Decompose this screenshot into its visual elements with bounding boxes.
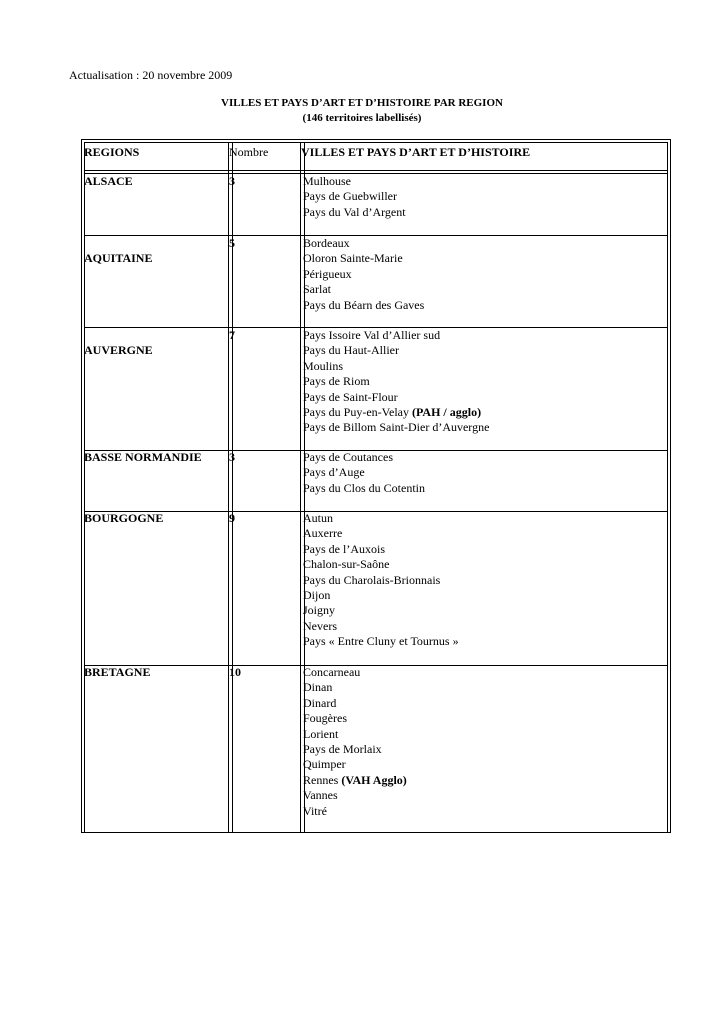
town-item: Pays du Clos du Cotentin	[303, 480, 426, 495]
town-item: Pays du Charolais-Brionnais	[303, 572, 441, 587]
town-item: Pays du Puy-en-Velay (PAH / agglo)	[303, 405, 482, 420]
town-item: Lorient	[303, 726, 339, 741]
town-item: Vitré	[303, 803, 327, 818]
region-list	[303, 450, 425, 496]
town-item: Pays de Morlaix	[303, 742, 382, 757]
region-name: BOURGOGNE	[84, 511, 164, 525]
town-item: Pays de Guebwiller	[303, 189, 397, 204]
town-item: Chalon-sur-Saône	[303, 557, 390, 572]
town-item: Dijon	[303, 588, 331, 603]
region-name: BRETAGNE	[84, 665, 151, 679]
region-name: ALSACE	[84, 174, 133, 188]
town-item: Nevers	[303, 618, 337, 633]
town-item: Pays d’Auge	[303, 465, 365, 480]
town-item: Pays Issoire Val d’Allier sud	[303, 328, 441, 342]
town-item: Joigny	[303, 603, 336, 618]
column-header-villes: VILLES ET PAYS D’ART ET D’HISTOIRE	[301, 145, 531, 159]
town-item: Oloron Sainte-Marie	[303, 251, 403, 266]
town-item: Autun	[303, 511, 333, 525]
town-item: Quimper	[303, 757, 346, 772]
town-item: Pays du Haut-Allier	[303, 343, 399, 358]
region-count: 3	[229, 174, 235, 188]
town-item: Pays de Riom	[303, 374, 370, 389]
region-name: BASSE NORMANDIE	[84, 450, 202, 464]
town-note: (PAH / agglo)	[411, 405, 482, 420]
column-header-regions: REGIONS	[84, 145, 140, 159]
town-item: Concarneau	[303, 665, 361, 679]
update-date: Actualisation : 20 novembre 2009	[69, 68, 233, 82]
document-subtitle: (146 territoires labellisés)	[302, 112, 422, 124]
town-item: Pays du Val d’Argent	[303, 204, 406, 219]
regions-table	[81, 139, 671, 833]
town-item: Pays de Saint-Flour	[303, 389, 398, 404]
region-count: 9	[229, 511, 235, 525]
document-title: VILLES ET PAYS D’ART ET D’HISTOIRE PAR REGION	[221, 97, 503, 109]
region-list	[303, 328, 489, 436]
region-list	[303, 665, 407, 819]
town-note: (VAH Agglo)	[341, 772, 407, 787]
town-item: Mulhouse	[303, 174, 351, 188]
town-item: Dinard	[303, 695, 337, 710]
town-item: Pays « Entre Cluny et Tournus »	[303, 634, 459, 649]
region-list	[303, 174, 406, 220]
town-item: Moulins	[303, 358, 344, 373]
town-item: Auxerre	[303, 526, 343, 541]
region-count: 7	[229, 328, 235, 342]
town-item: Dinan	[303, 680, 333, 695]
town-item: Pays de l’Auxois	[303, 541, 385, 556]
town-item: Vannes	[303, 788, 338, 803]
town-item: Rennes (VAH Agglo)	[303, 772, 407, 787]
town-item: Pays de Coutances	[303, 450, 393, 464]
town-item: Fougères	[303, 711, 347, 726]
town-item: Pays de Billom Saint-Dier d’Auvergne	[303, 420, 490, 435]
region-name: AUVERGNE	[84, 343, 153, 357]
town-item: Sarlat	[303, 282, 331, 297]
town-item: Bordeaux	[303, 236, 350, 250]
row-divider	[84, 170, 668, 171]
town-item: Périgueux	[303, 266, 352, 281]
region-list	[303, 511, 459, 650]
column-divider	[300, 142, 301, 833]
region-count: 3	[229, 450, 235, 464]
town-item: Pays du Béarn des Gaves	[303, 297, 425, 312]
column-header-count: Nombre	[229, 145, 269, 159]
region-list	[303, 236, 424, 313]
region-count: 10	[229, 665, 241, 679]
region-name: AQUITAINE	[84, 251, 153, 265]
region-count: 5	[229, 236, 235, 250]
